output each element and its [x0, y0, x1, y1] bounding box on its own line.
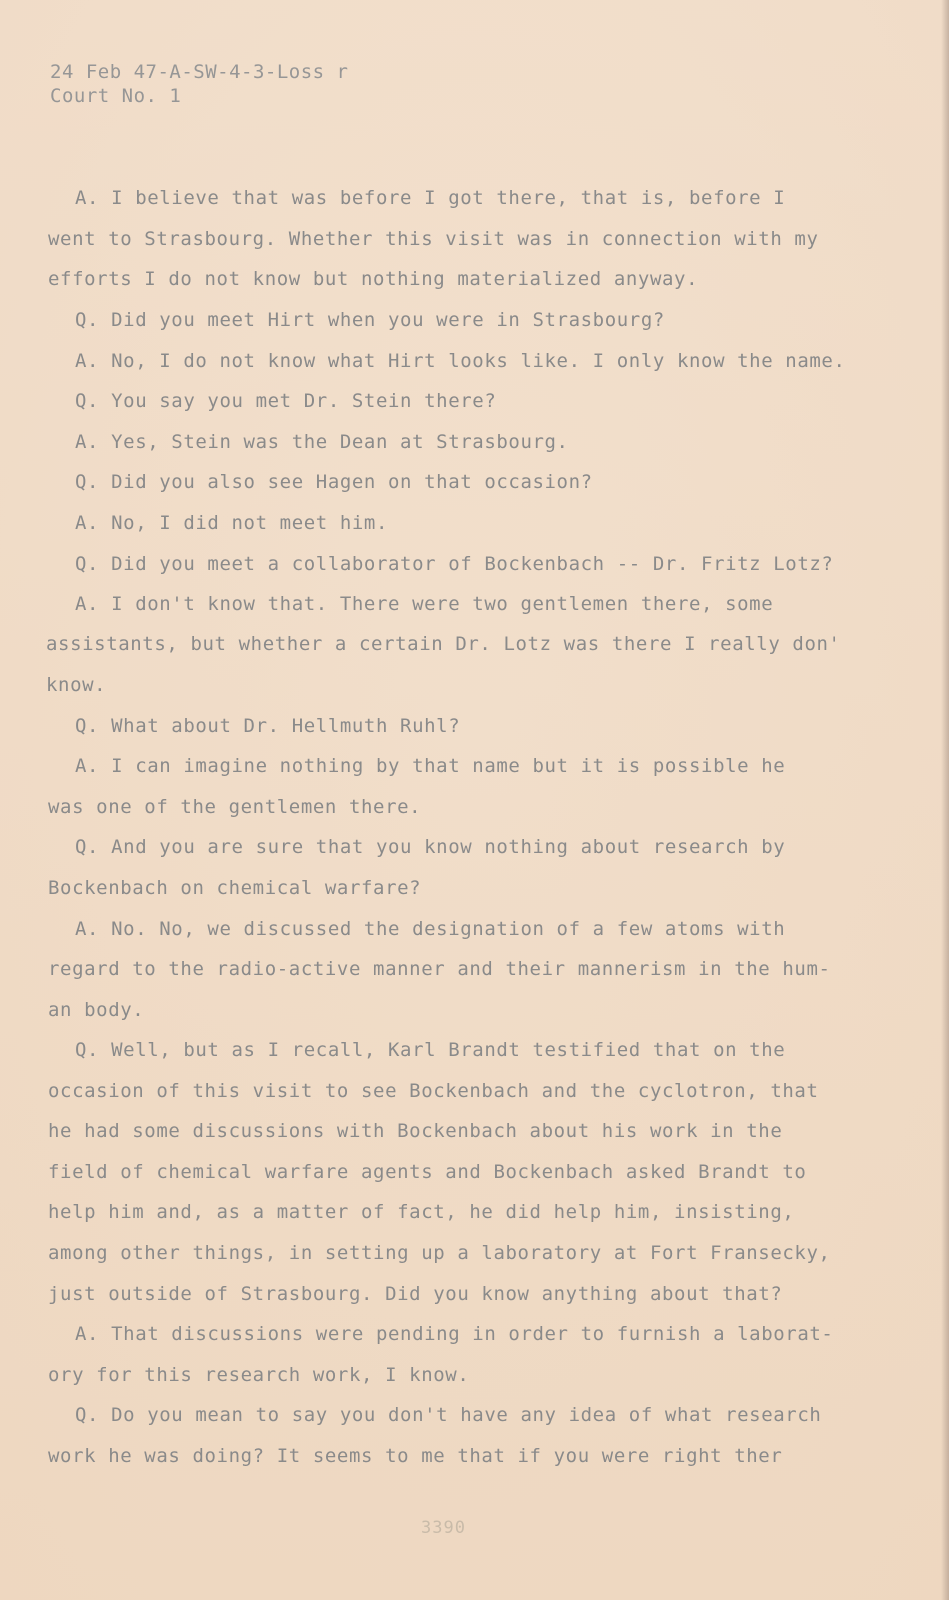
transcript-line: efforts I do not know but nothing materialized anyway. [48, 268, 699, 290]
transcript-line: A. Yes, Stein was the Dean at Strasbourg. [75, 431, 569, 453]
transcript-line: A. No, I did not meet him. [75, 512, 389, 534]
transcript-line: A. No, I do not know what Hirt looks like. I only know the name. [75, 350, 846, 372]
transcript-line: help him and, as a matter of fact, he did help him, insisting, [48, 1201, 795, 1223]
page-edge-shadow [941, 0, 949, 1600]
transcript-line: A. I believe that was before I got there, that is, before I [75, 187, 786, 209]
transcript-line: just outside of Strasbourg. Did you know anything about that? [48, 1283, 783, 1305]
transcript-line: Bockenbach on chemical warfare? [48, 877, 422, 899]
transcript-line: A. That discussions were pending in order to furnish a laborat- [75, 1323, 834, 1345]
transcript-line: regard to the radio-active manner and their mannerism in the hum- [48, 958, 831, 980]
transcript-line: occasion of this visit to see Bockenbach and the cyclotron, that [48, 1080, 819, 1102]
transcript-line: Q. What about Dr. Hellmuth Ruhl? [75, 715, 461, 737]
transcript-line: Q. Did you meet a collaborator of Bockenbach -- Dr. Fritz Lotz? [75, 553, 834, 575]
transcript-line: A. I don't know that. There were two gentlemen there, some [75, 593, 774, 615]
transcript-line: Q. Well, but as I recall, Karl Brandt testified that on the [75, 1039, 786, 1061]
header-reference-line: 24 Feb 47-A-SW-4-3-Loss r [50, 61, 349, 83]
transcript-line: he had some discussions with Bockenbach about his work in the [48, 1120, 783, 1142]
transcript-line: Q. Do you mean to say you don't have any idea of what research [75, 1404, 822, 1426]
transcript-line: among other things, in setting up a laboratory at Fort Fransecky, [48, 1242, 831, 1264]
transcript-line: know. [46, 674, 107, 696]
transcript-line: Q. You say you met Dr. Stein there? [75, 390, 497, 412]
transcript-line: an body. [48, 999, 145, 1021]
transcript-line: assistants, but whether a certain Dr. Lotz was there I really don' [46, 633, 841, 655]
transcript-line: went to Strasbourg. Whether this visit was in connection with my [48, 228, 819, 250]
header-court-line: Court No. 1 [50, 85, 182, 107]
transcript-line: ory for this research work, I know. [48, 1364, 470, 1386]
transcript-line: A. I can imagine nothing by that name but it is possible he [75, 755, 786, 777]
transcript-line: A. No. No, we discussed the designation of a few atoms with [75, 918, 786, 940]
transcript-line: field of chemical warfare agents and Bockenbach asked Brandt to [48, 1161, 807, 1183]
transcript-line: Q. And you are sure that you know nothing about research by [75, 836, 786, 858]
page-number: 3390 [421, 1518, 466, 1538]
transcript-line: was one of the gentlemen there. [48, 796, 422, 818]
transcript-line: Q. Did you also see Hagen on that occasion? [75, 471, 593, 493]
document-header [50, 60, 348, 108]
transcript-line: work he was doing? It seems to me that if you were right ther [48, 1445, 783, 1467]
transcript-line: Q. Did you meet Hirt when you were in Strasbourg? [75, 309, 665, 331]
